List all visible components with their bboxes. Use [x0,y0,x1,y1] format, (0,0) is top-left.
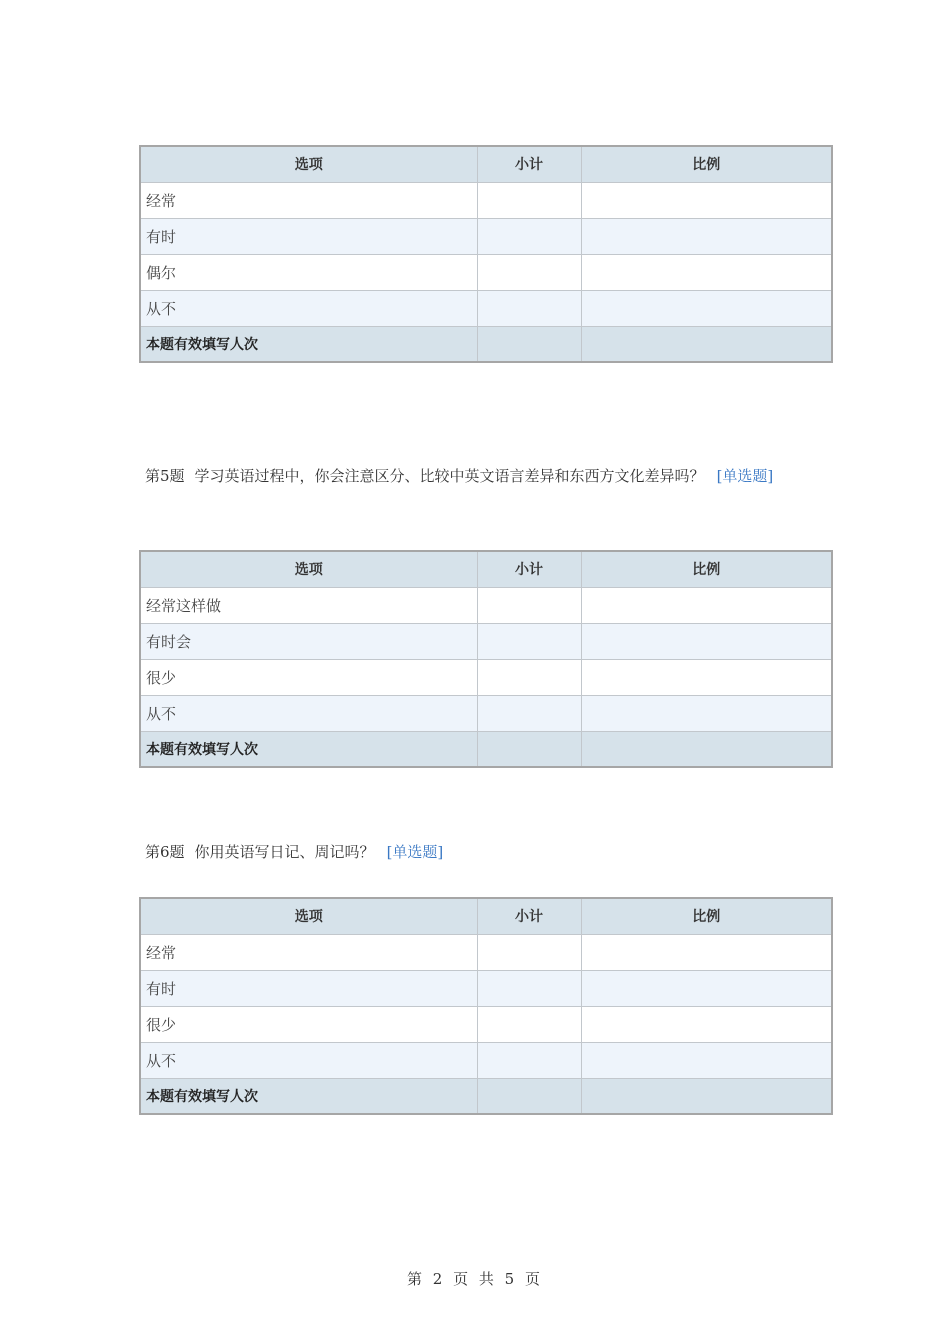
ratio-cell [581,659,832,695]
total-ratio [581,1078,832,1114]
total-count [477,326,581,362]
option-cell: 从不 [140,290,477,326]
ratio-cell [581,182,832,218]
header-option: 选项 [140,146,477,182]
count-cell [477,254,581,290]
ratio-cell [581,254,832,290]
header-option: 选项 [140,898,477,934]
option-cell: 从不 [140,695,477,731]
ratio-cell [581,1042,832,1078]
count-cell [477,623,581,659]
total-count [477,731,581,767]
results-table-q4 [139,145,833,363]
header-ratio: 比例 [581,551,832,587]
ratio-cell [581,1006,832,1042]
question-text: 学习英语过程中，你会注意区分、比较中英文语言差异和东西方文化差异吗？ [194,467,705,485]
ratio-cell [581,934,832,970]
table-row [140,934,832,970]
table-row [140,254,832,290]
table-row [140,182,832,218]
question-number: 第6题 [145,843,185,861]
table-row [140,695,832,731]
ratio-cell [581,970,832,1006]
option-cell: 经常这样做 [140,587,477,623]
option-cell: 经常 [140,934,477,970]
header-ratio: 比例 [581,146,832,182]
results-table-q5 [139,550,833,768]
table-header-row [140,551,832,587]
table-header-row [140,898,832,934]
count-cell [477,934,581,970]
page-number-footer: 第 2 页 共 5 页 [407,1270,543,1288]
header-count: 小计 [477,551,581,587]
total-label: 本题有效填写人次 [140,326,477,362]
count-cell [477,970,581,1006]
header-option: 选项 [140,551,477,587]
count-cell [477,659,581,695]
ratio-cell [581,695,832,731]
table-row [140,218,832,254]
total-label: 本题有效填写人次 [140,1078,477,1114]
count-cell [477,290,581,326]
table-header-row [140,146,832,182]
header-count: 小计 [477,898,581,934]
count-cell [477,218,581,254]
table-row [140,659,832,695]
option-cell: 偶尔 [140,254,477,290]
table-row [140,1042,832,1078]
table-row [140,290,832,326]
question-6 [145,838,825,867]
table-row [140,623,832,659]
results-table-q6 [139,897,833,1115]
header-count: 小计 [477,146,581,182]
total-label: 本题有效填写人次 [140,731,477,767]
total-count [477,1078,581,1114]
table-row [140,1006,832,1042]
question-type: [单选题] [386,843,444,861]
question-number: 第5题 [145,467,185,485]
option-cell: 经常 [140,182,477,218]
count-cell [477,587,581,623]
option-cell: 有时 [140,970,477,1006]
option-cell: 有时 [140,218,477,254]
ratio-cell [581,290,832,326]
count-cell [477,182,581,218]
count-cell [477,695,581,731]
ratio-cell [581,218,832,254]
question-5 [145,462,825,491]
ratio-cell [581,587,832,623]
option-cell: 有时会 [140,623,477,659]
total-ratio [581,731,832,767]
option-cell: 很少 [140,1006,477,1042]
count-cell [477,1042,581,1078]
table-row [140,587,832,623]
header-ratio: 比例 [581,898,832,934]
question-type: [单选题] [716,467,774,485]
option-cell: 从不 [140,1042,477,1078]
table-row [140,970,832,1006]
question-text: 你用英语写日记、周记吗？ [194,843,375,861]
table-total-row [140,731,832,767]
count-cell [477,1006,581,1042]
option-cell: 很少 [140,659,477,695]
table-total-row [140,326,832,362]
ratio-cell [581,623,832,659]
total-ratio [581,326,832,362]
table-total-row [140,1078,832,1114]
